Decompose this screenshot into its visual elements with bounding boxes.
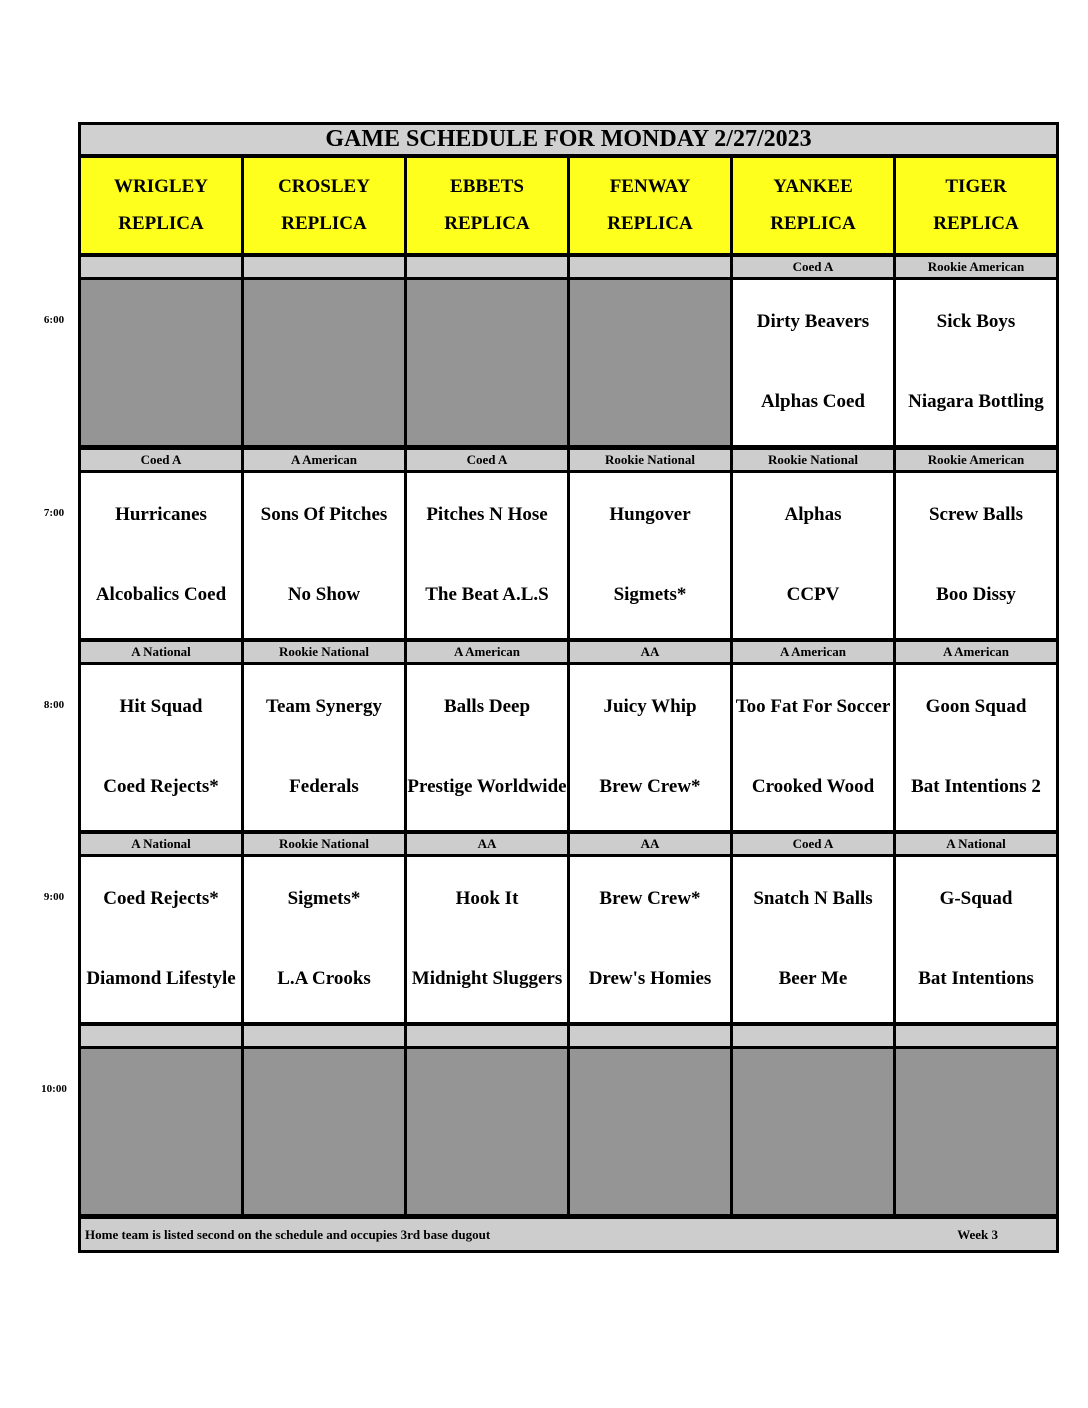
time-label: 9:00 [43, 891, 65, 903]
away-team: Dirty Beavers [756, 311, 870, 332]
time-label: 6:00 [43, 314, 65, 326]
home-team: Bat Intentions 2 [911, 776, 1041, 797]
division-label: A National [896, 834, 1056, 854]
game-cell [733, 473, 893, 638]
time-label: 8:00 [43, 699, 65, 711]
home-team: Prestige Worldwide [407, 776, 567, 797]
empty-slot [81, 280, 241, 445]
home-team: Alphas Coed [761, 391, 865, 412]
home-team: Sigmets* [613, 584, 687, 605]
division-label: Rookie American [896, 450, 1056, 470]
game-cell [244, 665, 404, 830]
field-subtitle: REPLICA [281, 213, 367, 234]
division-label: Coed A [81, 450, 241, 470]
field-name: EBBETS [450, 176, 524, 197]
division-label: A National [81, 834, 241, 854]
away-team: Hook It [455, 888, 519, 909]
empty-slot [407, 280, 567, 445]
footer-note: Home team is listed second on the schedule and occupies 3rd base dugout [85, 1226, 491, 1242]
field-header [244, 158, 404, 253]
game-cell [81, 473, 241, 638]
empty-slot [244, 1049, 404, 1214]
away-team: Hungover [609, 504, 691, 525]
away-team: Brew Crew* [599, 888, 701, 909]
away-team: Alphas [784, 504, 842, 525]
empty-slot [733, 1049, 893, 1214]
schedule-table [78, 122, 1059, 1253]
division-label: A American [733, 642, 893, 662]
division-label: Rookie National [733, 450, 893, 470]
division-label: Rookie American [896, 257, 1056, 277]
field-name: YANKEE [773, 176, 853, 197]
division-label [81, 1026, 241, 1046]
field-subtitle: REPLICA [118, 213, 204, 234]
week-label: Week 3 [957, 1226, 998, 1242]
empty-slot [896, 1049, 1056, 1214]
game-cell [570, 665, 730, 830]
division-label: Rookie National [244, 642, 404, 662]
division-label: Coed A [733, 834, 893, 854]
empty-slot [407, 1049, 567, 1214]
away-team: Sons Of Pitches [260, 504, 388, 525]
home-team: Boo Dissy [936, 584, 1016, 605]
away-team: Team Synergy [266, 696, 382, 717]
division-label [407, 257, 567, 277]
division-label: Rookie National [244, 834, 404, 854]
home-team: Diamond Lifestyle [86, 968, 236, 989]
division-label: AA [570, 834, 730, 854]
empty-slot [570, 280, 730, 445]
home-team: Midnight Sluggers [411, 968, 563, 989]
field-name: WRIGLEY [114, 176, 208, 197]
field-name: CROSLEY [278, 176, 370, 197]
division-label: Coed A [407, 450, 567, 470]
game-cell [244, 473, 404, 638]
home-team: The Beat A.L.S [425, 584, 549, 605]
away-team: G-Squad [939, 888, 1013, 909]
game-cell [570, 473, 730, 638]
away-team: Hit Squad [119, 696, 203, 717]
away-team: Coed Rejects* [103, 888, 219, 909]
division-label [733, 1026, 893, 1046]
game-cell [244, 857, 404, 1022]
game-cell [407, 857, 567, 1022]
division-label [244, 257, 404, 277]
home-team: Crooked Wood [751, 776, 875, 797]
division-label: A National [81, 642, 241, 662]
time-label: 7:00 [43, 507, 65, 519]
field-header [81, 158, 241, 253]
field-header [896, 158, 1056, 253]
empty-slot [81, 1049, 241, 1214]
time-label: 10:00 [41, 1083, 67, 1095]
home-team: Drew's Homies [588, 968, 712, 989]
game-cell [570, 857, 730, 1022]
away-team: Sick Boys [936, 311, 1016, 332]
home-team: Alcobalics Coed [95, 584, 227, 605]
game-cell [896, 665, 1056, 830]
away-team: Screw Balls [928, 504, 1024, 525]
game-cell [896, 280, 1056, 445]
division-label [896, 1026, 1056, 1046]
division-label: Coed A [733, 257, 893, 277]
division-label [570, 257, 730, 277]
field-header [570, 158, 730, 253]
home-team: Federals [289, 776, 359, 797]
division-label: A American [244, 450, 404, 470]
field-header [407, 158, 567, 253]
game-cell [733, 280, 893, 445]
game-cell [896, 473, 1056, 638]
away-team: Pitches N Hose [426, 504, 548, 525]
home-team: No Show [287, 584, 361, 605]
home-team: L.A Crooks [277, 968, 371, 989]
game-cell [733, 857, 893, 1022]
division-label: AA [407, 834, 567, 854]
field-subtitle: REPLICA [770, 213, 856, 234]
game-cell [407, 665, 567, 830]
game-cell [81, 857, 241, 1022]
away-team: Too Fat For Soccer [735, 696, 891, 717]
away-team: Juicy Whip [603, 696, 697, 717]
division-label [407, 1026, 567, 1046]
home-team: Coed Rejects* [103, 776, 219, 797]
empty-slot [570, 1049, 730, 1214]
field-name: TIGER [945, 176, 1007, 197]
empty-slot [244, 280, 404, 445]
game-cell [733, 665, 893, 830]
division-label: A American [407, 642, 567, 662]
schedule-title: GAME SCHEDULE FOR MONDAY 2/27/2023 [81, 125, 1056, 154]
away-team: Goon Squad [925, 696, 1027, 717]
home-team: Brew Crew* [599, 776, 701, 797]
division-label [244, 1026, 404, 1046]
home-team: CCPV [786, 584, 840, 605]
away-team: Balls Deep [443, 696, 531, 717]
footer-bar [81, 1219, 1056, 1250]
game-cell [407, 473, 567, 638]
home-team: Beer Me [778, 968, 848, 989]
division-label: Rookie National [570, 450, 730, 470]
division-label: A American [896, 642, 1056, 662]
division-label [81, 257, 241, 277]
field-subtitle: REPLICA [933, 213, 1019, 234]
field-header [733, 158, 893, 253]
away-team: Snatch N Balls [753, 888, 873, 909]
away-team: Hurricanes [115, 504, 207, 525]
field-name: FENWAY [609, 176, 691, 197]
division-label: AA [570, 642, 730, 662]
division-label [570, 1026, 730, 1046]
away-team: Sigmets* [287, 888, 361, 909]
home-team: Niagara Bottling [908, 391, 1044, 412]
field-subtitle: REPLICA [444, 213, 530, 234]
game-cell [896, 857, 1056, 1022]
game-cell [81, 665, 241, 830]
home-team: Bat Intentions [918, 968, 1034, 989]
field-subtitle: REPLICA [607, 213, 693, 234]
